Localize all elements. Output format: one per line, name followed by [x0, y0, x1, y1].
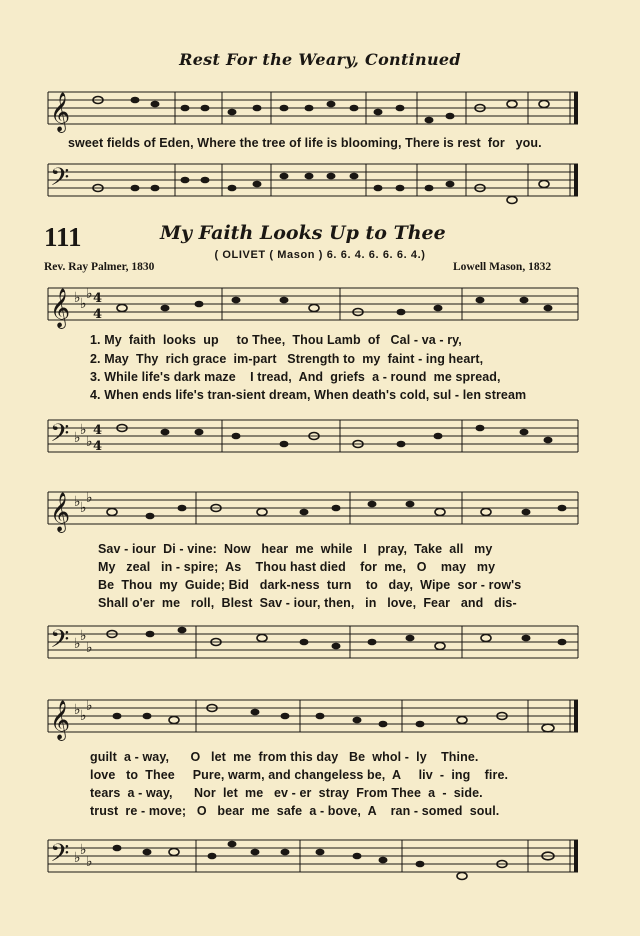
- svg-text:♭: ♭: [80, 708, 87, 724]
- svg-text:4: 4: [93, 423, 103, 438]
- system2-verse3: Be Thou my Guide; Bid dark-ness turn to day, Wipe sor - row's: [98, 578, 522, 592]
- svg-text:𝄢: 𝄢: [50, 625, 70, 660]
- svg-text:4: 4: [93, 439, 103, 454]
- svg-text:𝄞: 𝄞: [50, 700, 71, 740]
- continued-lyric-line: sweet fields of Eden, Where the tree of life is blooming, There is rest for you.: [68, 136, 542, 150]
- system1-treble-staff: [0, 284, 640, 330]
- svg-text:𝄞: 𝄞: [50, 492, 71, 532]
- system2-verse1: Sav - iour Di - vine: Now hear me while I pray, Take all my: [98, 542, 493, 556]
- svg-text:𝄢: 𝄢: [50, 839, 70, 874]
- svg-text:𝄞: 𝄞: [50, 288, 71, 328]
- system1-bass-staff: [0, 412, 640, 462]
- system1-verse3: 3. While life's dark maze I tread, And griefs a - round me spread,: [90, 370, 501, 384]
- system1-verse2: 2. May Thy rich grace im-part Strength to my faint - ing heart,: [90, 352, 484, 366]
- system3-verse1: guilt a - way, O let me from this day Be whol - ly Thine.: [90, 750, 479, 764]
- system3-bass-staff: [0, 826, 640, 886]
- author-credit: Rev. Ray Palmer, 1830: [44, 261, 155, 273]
- svg-text:♭: ♭: [80, 842, 87, 858]
- svg-text:♭: ♭: [74, 850, 81, 866]
- svg-text:♭: ♭: [74, 494, 81, 510]
- system2-verse2: My zeal in - spire; As Thou hast died for me, O may my: [98, 560, 496, 574]
- svg-text:♭: ♭: [74, 290, 81, 306]
- svg-text:♭: ♭: [86, 698, 93, 714]
- system3-verse2: love to Thee Pure, warm, and changeless be, A liv - ing fire.: [90, 768, 509, 782]
- svg-text:♭: ♭: [74, 430, 81, 446]
- system3-treble-staff: [0, 696, 640, 746]
- svg-text:4: 4: [93, 307, 103, 322]
- svg-text:♭: ♭: [86, 640, 93, 656]
- svg-text:𝄢: 𝄢: [50, 419, 70, 454]
- system1-verse1: 1. My faith looks up to Thee, Thou Lamb of Cal - va - ry,: [90, 333, 462, 347]
- composer-credit: Lowell Mason, 1832: [453, 261, 552, 273]
- hymn-title: My Faith Looks Up to Thee: [160, 222, 446, 244]
- svg-text:♭: ♭: [74, 636, 81, 652]
- svg-text:♭: ♭: [86, 434, 93, 450]
- continued-treble-staff: [0, 86, 640, 136]
- svg-text:♭: ♭: [86, 854, 93, 870]
- svg-text:♭: ♭: [86, 286, 93, 302]
- svg-text:4: 4: [93, 291, 103, 306]
- svg-text:♭: ♭: [74, 702, 81, 718]
- svg-text:𝄢: 𝄢: [50, 163, 70, 198]
- system3-verse4: trust re - move; O bear me safe a - bove, A ran - somed soul.: [90, 804, 500, 818]
- continued-hymn-title: Rest For the Weary, Continued: [179, 50, 461, 69]
- svg-text:♭: ♭: [80, 422, 87, 438]
- hymn-number: 111: [44, 222, 82, 252]
- system1-verse4: 4. When ends life's tran-sient dream, When death's cold, sul - len stream: [90, 388, 527, 402]
- tune-meter-line: ( OLIVET ( Mason ) 6. 6. 4. 6. 6. 6. 4.): [214, 249, 426, 261]
- svg-text:♭: ♭: [80, 628, 87, 644]
- svg-text:𝄞: 𝄞: [50, 92, 71, 132]
- system2-treble-staff: [0, 488, 640, 534]
- system2-bass-staff: [0, 618, 640, 668]
- system3-verse3: tears a - way, Nor let me ev - er stray From Thee a - side.: [90, 786, 483, 800]
- svg-text:♭: ♭: [80, 296, 87, 312]
- continued-bass-staff: [0, 160, 640, 206]
- svg-text:♭: ♭: [86, 490, 93, 506]
- system2-verse4: Shall o'er me roll, Blest Sav - iour, then, in love, Fear and dis-: [98, 596, 517, 610]
- svg-text:♭: ♭: [80, 500, 87, 516]
